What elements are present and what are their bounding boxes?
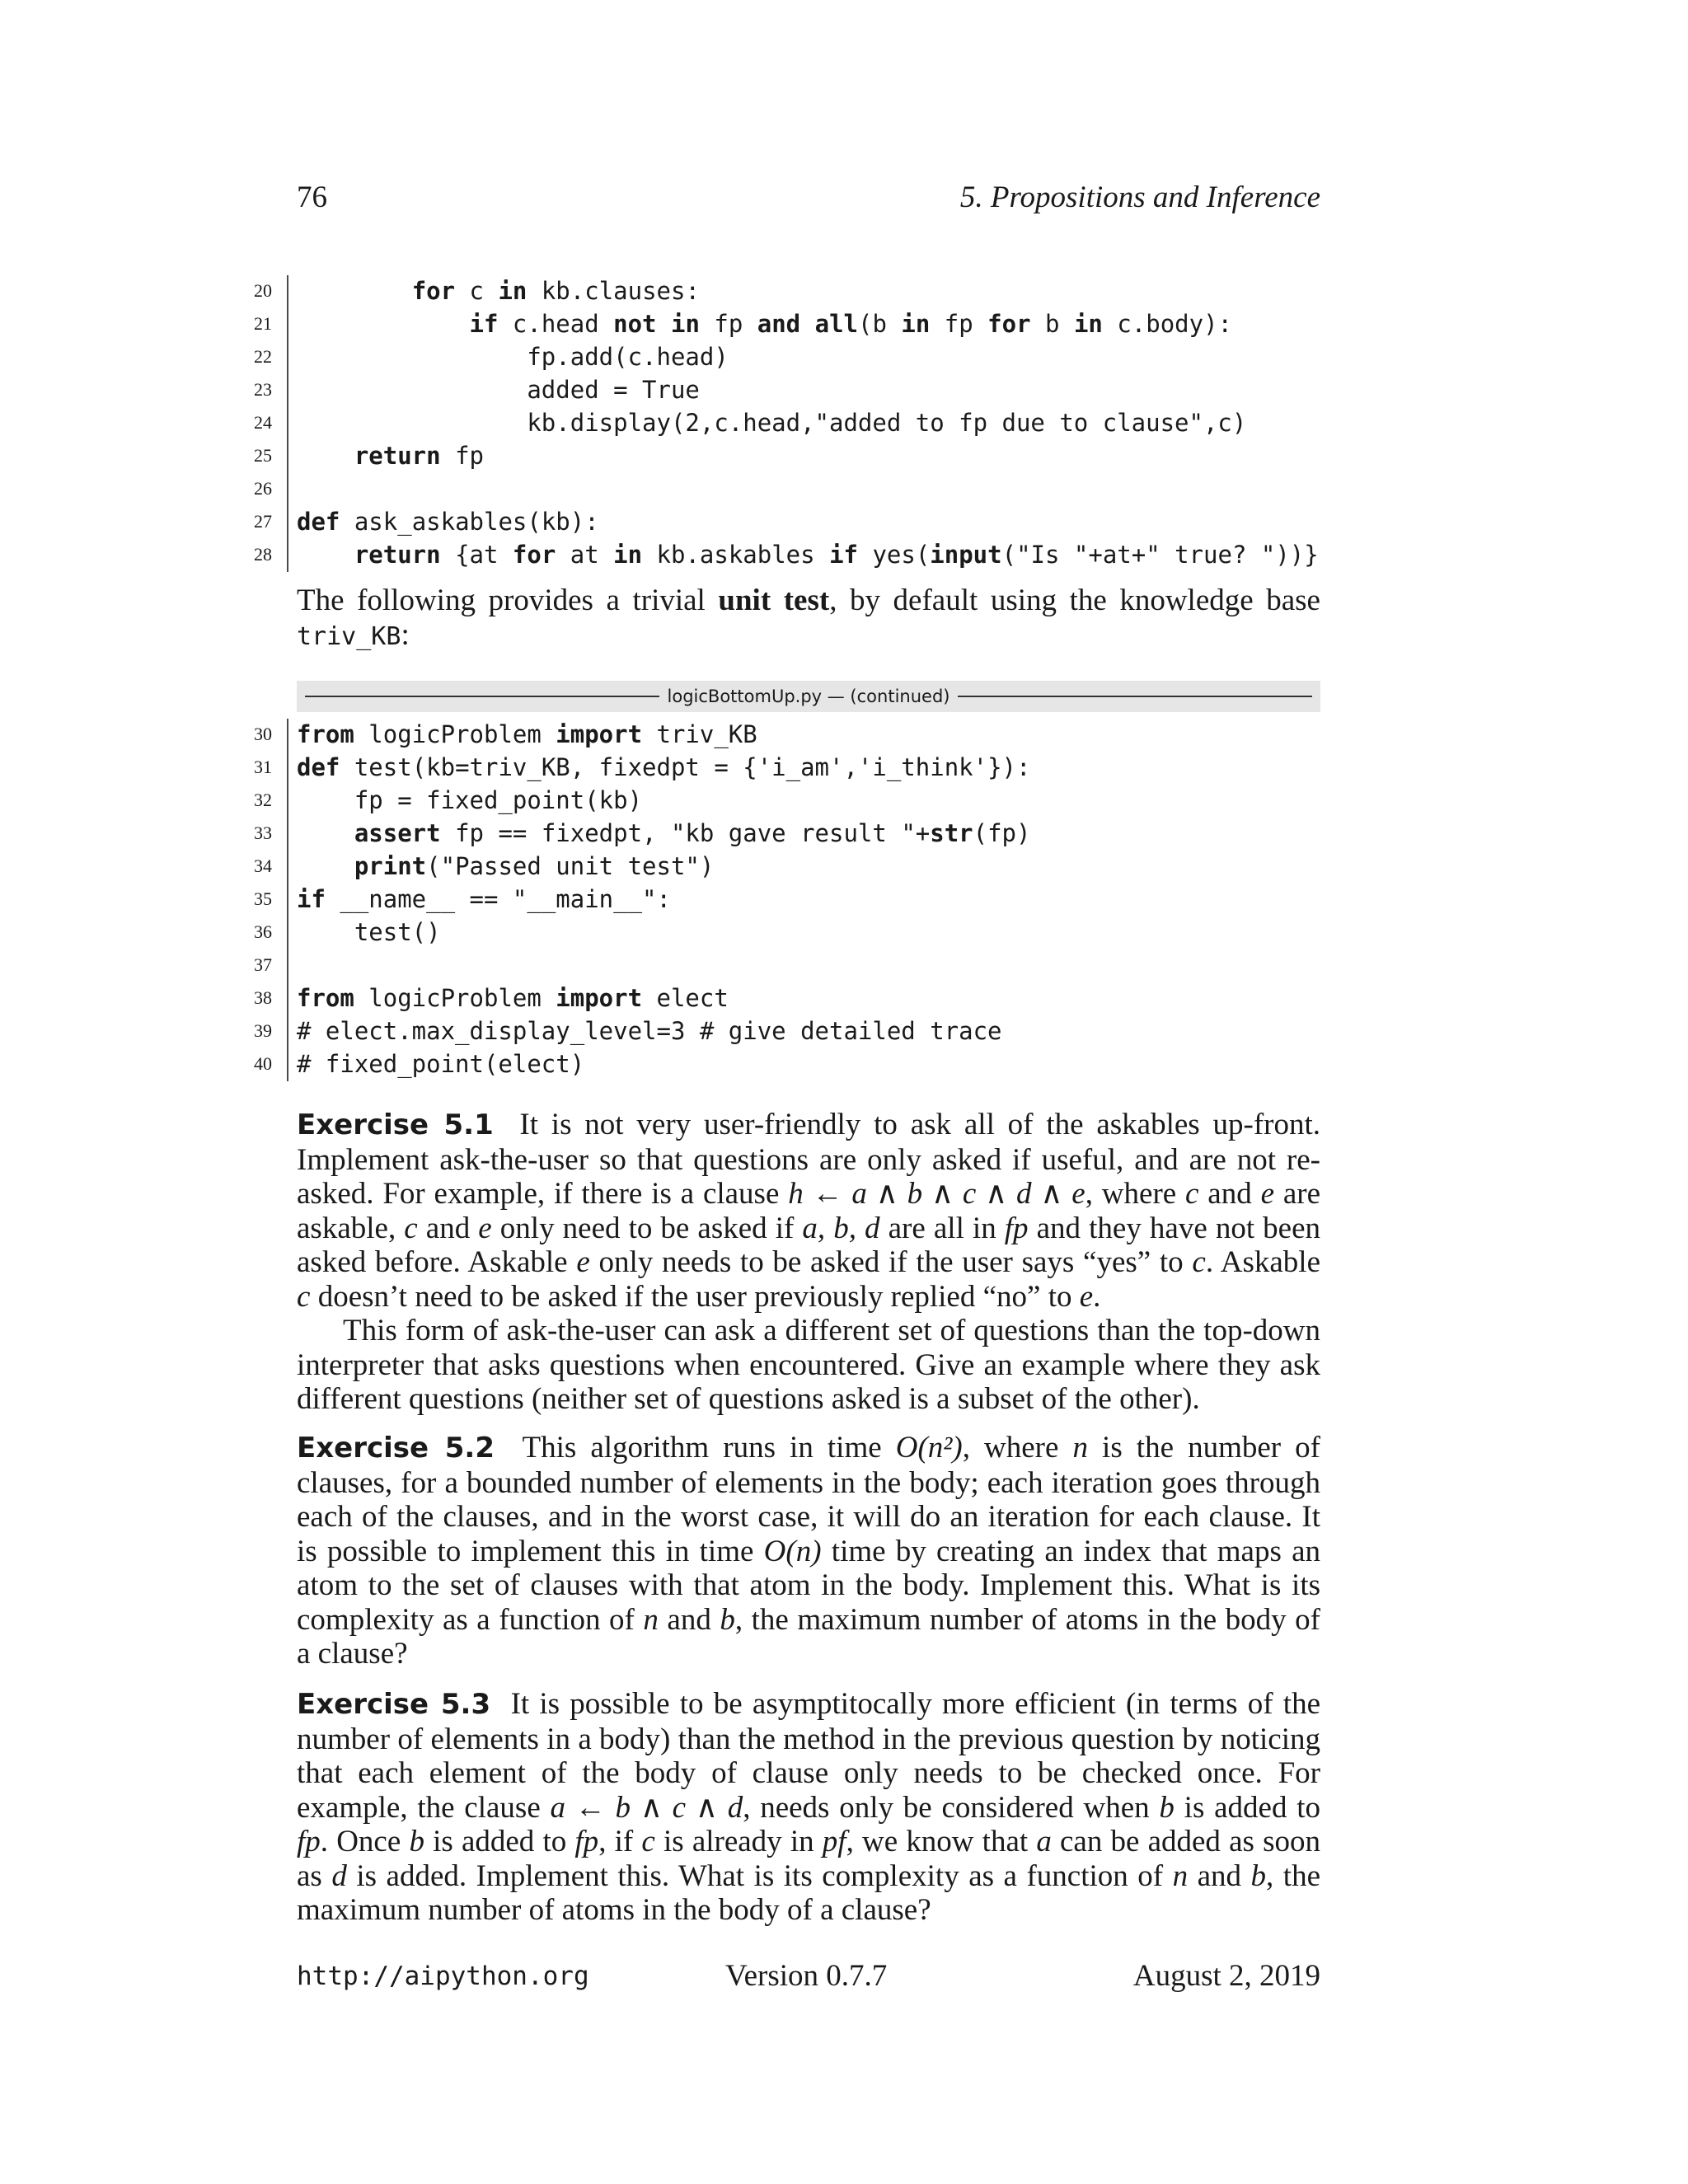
- line-number: 39: [254, 1020, 272, 1041]
- exercise-label: Exercise 5.3: [297, 1688, 491, 1721]
- file-banner-label: logicBottomUp.py — (continued): [667, 687, 950, 706]
- exercise-5-1-paragraph-2: This form of ask-the-user can ask a different set of questions than the top-down interpreter that asks questions when encountered. Give an example where they ask different questions (neither set of questions asked is a subset of the other).: [297, 1314, 1320, 1416]
- code-line: [247, 818, 1320, 851]
- line-number: 31: [254, 757, 272, 777]
- line-number: 25: [254, 445, 272, 466]
- code-text: from logicProblem import triv_KB: [297, 720, 757, 748]
- line-number: 23: [254, 379, 272, 400]
- code-text: return fp: [354, 442, 484, 470]
- line-number: 34: [254, 855, 272, 876]
- exercise-5-2: Exercise 5.2 This algorithm runs in time O(n²), where n is the number of clauses, for a bounded number of elements in the body; each iteration goes through each of the clauses, and in the worst case, it will do an iteration for each clause. It is possible to implement this in time O(n) time by creating an index that maps an atom to the set of clauses with that atom in the body. Implement this. What is its complexity as a function of n and b, the maximum number of atoms in the body of a clause?: [297, 1431, 1321, 1671]
- inline-code: triv_KB: [297, 621, 401, 651]
- code-text: print("Passed unit test"): [354, 852, 715, 880]
- line-number: 27: [254, 511, 272, 532]
- footer-version: Version 0.7.7: [725, 1959, 888, 1993]
- line-number: 37: [254, 954, 272, 975]
- code-line: [247, 308, 1320, 341]
- exercise-label: Exercise 5.1: [297, 1108, 494, 1141]
- code-line: [247, 1048, 1320, 1081]
- code-text: fp.add(c.head): [297, 343, 729, 371]
- code-line: [247, 374, 1320, 407]
- code-text: test(): [297, 918, 441, 946]
- code-text: added = True: [297, 376, 700, 404]
- code-listing-top: [247, 275, 1320, 572]
- exercise-5-1: Exercise 5.1 It is not very user-friendly to ask all of the askables up-front. Implement ask-the-user so that questions are only asked if useful, and are not re-asked. For example, if there is a clause h ← a ∧ b ∧ c ∧ d ∧ e, where c and e are askable, c and e only need to be asked if a, b, d are all in fp and they have not been asked before. Askable e only needs to be asked if the user says “yes” to c. Askable c doesn’t need to be asked if the user previously replied “no” to e. This form of ask-the-user can ask a different set of questions than the top-down interpreter that asks questions when encountered. Give an example where they ask different questions (neither set of questions asked is a subset of the other).: [297, 1108, 1321, 1416]
- line-number: 22: [254, 346, 272, 367]
- exercise-5-3: Exercise 5.3 It is possible to be asymptitocally more efficient (in terms of the number of elements in a body) than the method in the previous question by noticing that each element of the body of clause only needs to be checked once. For example, the clause a ← b ∧ c ∧ d, needs only be considered when b is added to fp. Once b is added to fp, if c is already in pf, we know that a can be added as soon as d is added. Implement this. What is its complexity as a function of n and b, the maximum number of atoms in the body of a clause?: [297, 1687, 1321, 1927]
- code-line: [247, 851, 1320, 883]
- code-text: if c.head not in fp and all(b in fp for b in c.body):: [469, 310, 1232, 338]
- code-line: [247, 883, 1320, 916]
- code-text: if __name__ == "__main__":: [297, 885, 671, 913]
- code-text: def ask_askables(kb):: [297, 508, 599, 536]
- code-line: [247, 916, 1320, 949]
- file-banner: [297, 681, 1320, 712]
- code-line: [247, 506, 1320, 539]
- code-text: assert fp == fixedpt, "kb gave result "+str(fp): [354, 819, 1031, 847]
- code-line: [247, 752, 1320, 785]
- code-text: # fixed_point(elect): [297, 1050, 585, 1078]
- chapter-title: 5. Propositions and Inference: [959, 180, 1320, 214]
- line-number: 26: [254, 478, 272, 499]
- line-number: 21: [254, 313, 272, 334]
- code-text: from logicProblem import elect: [297, 984, 729, 1012]
- code-text: fp = fixed_point(kb): [297, 786, 643, 814]
- line-number: 20: [254, 280, 272, 301]
- code-line: [247, 949, 1320, 982]
- code-line: [247, 1015, 1320, 1048]
- line-number: 35: [254, 888, 272, 909]
- code-listing-bottom: [247, 719, 1320, 1081]
- line-number: 33: [254, 823, 272, 843]
- code-line: [247, 473, 1320, 506]
- line-number: 38: [254, 987, 272, 1008]
- unit-test-term: unit test: [718, 583, 830, 617]
- line-number: 40: [254, 1053, 272, 1074]
- code-line: [247, 407, 1320, 440]
- code-text: for c in kb.clauses:: [411, 277, 700, 305]
- code-line: [247, 275, 1320, 308]
- code-line: [247, 341, 1320, 374]
- footer-url[interactable]: http://aipython.org: [297, 1961, 589, 1991]
- line-number: 24: [254, 412, 272, 433]
- code-line: [247, 982, 1320, 1015]
- line-number: 30: [254, 724, 272, 744]
- footer-date: August 2, 2019: [1132, 1959, 1320, 1993]
- line-number: 28: [254, 544, 272, 565]
- page-number: 76: [297, 180, 327, 214]
- code-text: kb.display(2,c.head,"added to fp due to clause",c): [297, 409, 1247, 437]
- code-line: [247, 785, 1320, 818]
- code-line: [247, 719, 1320, 752]
- code-text: # elect.max_display_level=3 # give detailed trace: [297, 1017, 1002, 1045]
- line-number: 32: [254, 790, 272, 810]
- code-line: [247, 440, 1320, 473]
- code-line: [247, 539, 1320, 572]
- code-text: return {at for at in kb.askables if yes(input("Is "+at+" true? "))}: [354, 541, 1319, 569]
- line-number: 36: [254, 921, 272, 942]
- intro-paragraph: The following provides a trivial unit test, by default using the knowledge base triv_KB:: [297, 583, 1320, 652]
- exercise-label: Exercise 5.2: [297, 1432, 495, 1465]
- code-text: def test(kb=triv_KB, fixedpt = {'i_am','i_think'}):: [297, 753, 1031, 781]
